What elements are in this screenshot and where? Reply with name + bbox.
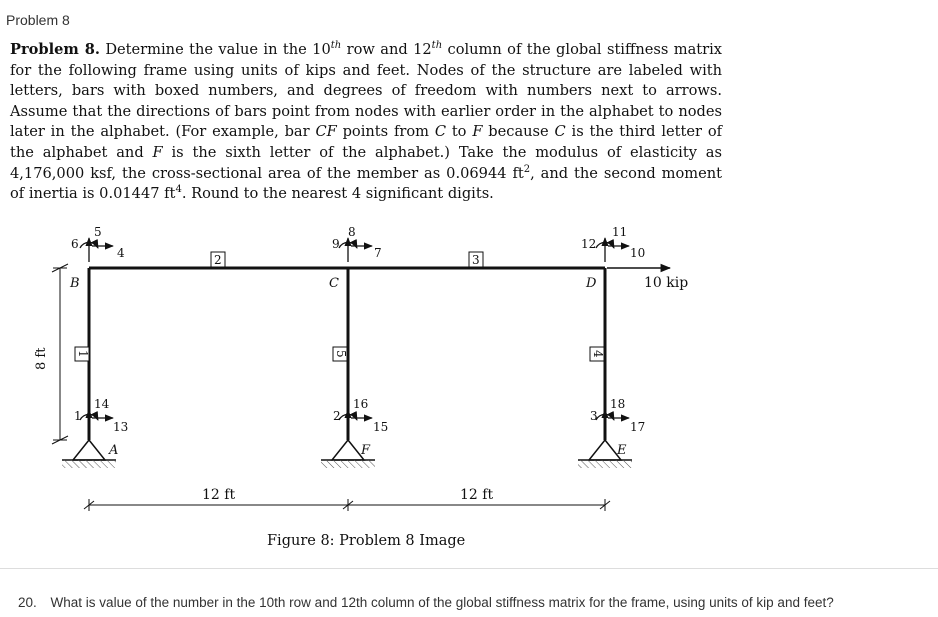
svg-text:3: 3 [472,253,480,267]
bar-label-1 [75,347,90,361]
problem-text: , and the second moment of inertia is 0.01447 ft [10,164,722,203]
dof-label: 11 [612,225,628,239]
node-label-e: E [617,443,627,458]
svg-text:4: 4 [591,350,605,358]
node-label-a: A [109,443,119,458]
problem-text: because [482,123,555,141]
bar-label-2 [211,252,225,267]
load-label: 10 kip [644,275,689,291]
node-label-d: D [586,276,597,291]
svg-text:5: 5 [334,350,348,358]
question-text: What is value of the number in the 10th row and 12th column of the global stiffness matrix for the frame, using units of kip and feet? [50,595,834,610]
span-right-label: 12 ft [460,487,494,503]
node-label-b: B [70,276,80,291]
dof-labels [71,225,645,434]
problem-text: is the third letter of the alphabet and [10,123,723,161]
dof-label: 18 [610,397,626,411]
node-ref: C [554,123,566,141]
dof-label: 5 [94,225,102,239]
problem-text: . Round to the nearest 4 significant digits. [181,185,494,203]
dof-label: 7 [374,246,382,260]
bar-label-4 [590,347,605,361]
span-left-label: 12 ft [202,487,236,503]
dof-label: 15 [373,420,389,434]
height-dimension-label: 8 ft [34,347,49,370]
node-ref: F [472,123,483,141]
dof-label: 2 [333,409,341,423]
height-dimension [52,264,68,444]
dof-label: 6 [71,237,79,251]
dof-label: 1 [74,409,82,423]
problem-header: Problem 8 [6,12,70,28]
bar-label-5 [333,347,348,361]
dof-label: 9 [332,237,340,251]
problem-text: column of the global stiffness matrix for the following frame using units of kips and feet. Nodes of the structure are labeled with letters, bars with boxed numbers, and degrees of freedom with numbers next to arrows. Assume that the directions of bars point from nodes with earlier order in the alphabet to nodes later in the alphabet. (For example, bar [10,41,723,141]
dof-label: 13 [113,420,129,434]
exponent: 4 [175,184,182,196]
dof-label: 8 [348,225,356,239]
bar-label-3 [469,252,483,267]
problem-text: to [445,123,473,141]
support-a [62,440,119,468]
exponent: 2 [523,163,531,175]
dof-label: 10 [630,246,646,260]
node-ref: F [152,143,163,161]
dof-label: 14 [94,397,110,411]
problem-text: is the sixth letter of the alphabet.) Take the modulus of elasticity as 4,176,000 ksf, the cross-sectional area of the member as 0.06944 ft [10,143,722,182]
problem-text: points from [336,123,435,141]
bar-example: CF [315,123,337,141]
ordinal-suffix: th [330,40,342,52]
svg-text:2: 2 [214,253,222,267]
svg-text:1: 1 [76,350,90,358]
node-label-c: C [329,276,339,291]
problem-label: Problem 8. [10,41,100,58]
problem-text: Determine the value in the 10 [99,41,331,58]
question [18,595,834,610]
dof-label: 4 [117,246,125,260]
dof-label: 3 [590,409,598,423]
node-ref: C [434,123,446,141]
dof-label: 16 [353,397,369,411]
problem-text: row and 12 [341,41,432,58]
dof-label: 17 [630,420,646,434]
question-number: 20. [18,595,37,610]
ordinal-suffix: th [431,40,443,52]
section-divider [0,568,938,569]
dof-label: 12 [581,237,597,251]
figure-caption: Figure 8: Problem 8 Image [267,533,466,549]
node-label-f: F [361,443,371,458]
span-dimension [84,499,610,511]
